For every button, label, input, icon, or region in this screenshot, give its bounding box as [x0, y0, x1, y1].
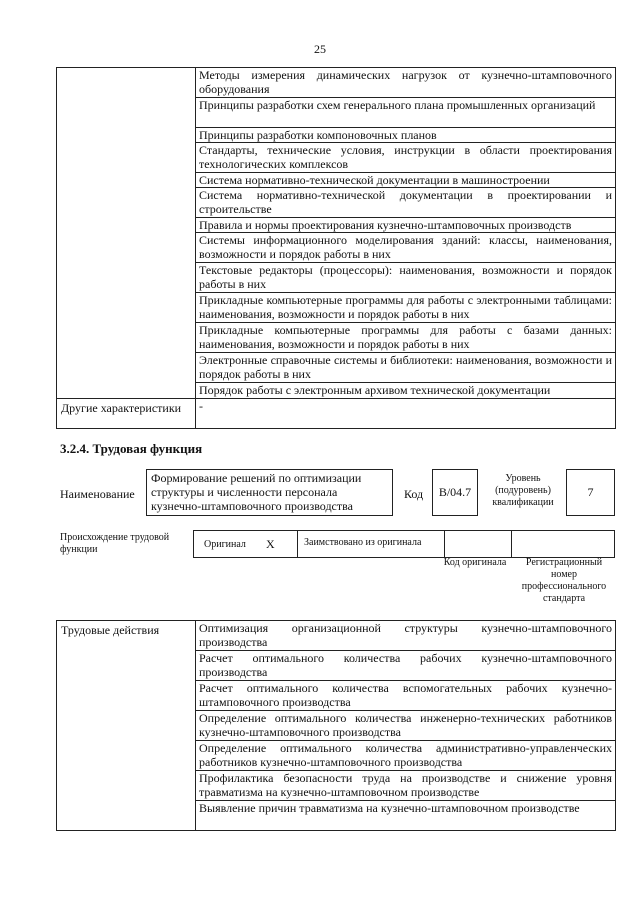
other-characteristics-label: Другие характеристики: [57, 399, 196, 429]
table-cell: Прикладные компьютерные программы для работы с базами данных: наименования, возможности и порядок работы в них: [196, 323, 616, 353]
table-cell: Профилактика безопасности труда на производстве и снижение уровня травматизма на кузнечно-штамповочном производстве: [196, 771, 616, 801]
table-row: [57, 68, 616, 98]
origin-label: Происхождение трудовой функции: [60, 532, 170, 555]
function-name-box: [146, 469, 393, 516]
code-box: [432, 469, 478, 516]
section-heading: 3.2.4. Трудовая функция: [60, 441, 203, 456]
table-row: [57, 621, 616, 651]
function-name: Формирование решений по оптимизации структуры и численности персонала кузнечно-штамповочного производства: [151, 471, 362, 513]
table-cell: Расчет оптимального количества вспомогательных рабочих кузнечно-штамповочного производства: [196, 681, 616, 711]
original-label: Оригинал: [204, 539, 246, 550]
borrowed-label: Заимствовано из оригинала: [304, 537, 422, 548]
table-cell: Принципы разработки схем генерального плана промышленных организаций: [196, 98, 616, 128]
table-cell: Прикладные компьютерные программы для работы с электронными таблицами: наименования, возможности и порядок работы в них: [196, 293, 616, 323]
table-cell: Расчет оптимального количества рабочих кузнечно-штамповочного производства: [196, 651, 616, 681]
original-mark: X: [266, 537, 275, 551]
table-cell: Оптимизация организационной структуры кузнечно-штамповочного производства: [196, 621, 616, 651]
table-cell: Системы информационного моделирования зданий: классы, наименования, возможности и порядок работы в них: [196, 233, 616, 263]
table-cell: Выявление причин травматизма на кузнечно-штамповочном производстве: [196, 801, 616, 831]
code-original-caption: Код оригинала: [443, 557, 507, 568]
reg-number-caption: Регистрационный номер профессионального стандарта: [521, 557, 607, 604]
page-number: 25: [314, 42, 326, 56]
table-cell: Система нормативно-технической документации в проектировании и строительстве: [196, 188, 616, 218]
name-label: Наименование: [60, 487, 135, 501]
divider: [444, 531, 445, 557]
labor-actions-table: [56, 620, 616, 831]
table-cell: Принципы разработки компоновочных планов: [196, 128, 616, 143]
table-cell: Электронные справочные системы и библиотеки: наименования, возможности и порядок работы в них: [196, 353, 616, 383]
labor-actions-label: Трудовые действия: [57, 621, 196, 831]
table-cell: Методы измерения динамических нагрузок от кузнечно-штамповочного оборудования: [196, 68, 616, 98]
divider: [297, 531, 298, 557]
knowledge-label-cell: [57, 68, 196, 399]
divider: [511, 531, 512, 557]
table-cell: Система нормативно-технической документации в машиностроении: [196, 173, 616, 188]
table-cell: Определение оптимального количества инженерно-технических работников кузнечно-штамповочного производства: [196, 711, 616, 741]
table-cell: Текстовые редакторы (процессоры): наименования, возможности и порядок работы в них: [196, 263, 616, 293]
labor-actions-body: [57, 621, 616, 831]
table-cell: Порядок работы с электронным архивом технической документации: [196, 383, 616, 399]
code-label: Код: [404, 487, 424, 501]
knowledge-table: [56, 67, 616, 429]
level-label: Уровень (подуровень) квалификации: [492, 473, 554, 508]
origin-row: [193, 530, 615, 558]
level-box: [566, 469, 615, 516]
table-cell: Определение оптимального количества административно-управленческих работников кузнечно-штамповочного производства: [196, 741, 616, 771]
table-row: [57, 399, 616, 429]
table-cell: Правила и нормы проектирования кузнечно-штамповочных производств: [196, 218, 616, 233]
other-characteristics-value: -: [196, 399, 616, 429]
level-value: 7: [587, 485, 594, 499]
knowledge-table-body: [57, 68, 616, 429]
table-cell: Стандарты, технические условия, инструкции в области проектирования технологических комплексов: [196, 143, 616, 173]
code-value: B/04.7: [438, 485, 472, 499]
